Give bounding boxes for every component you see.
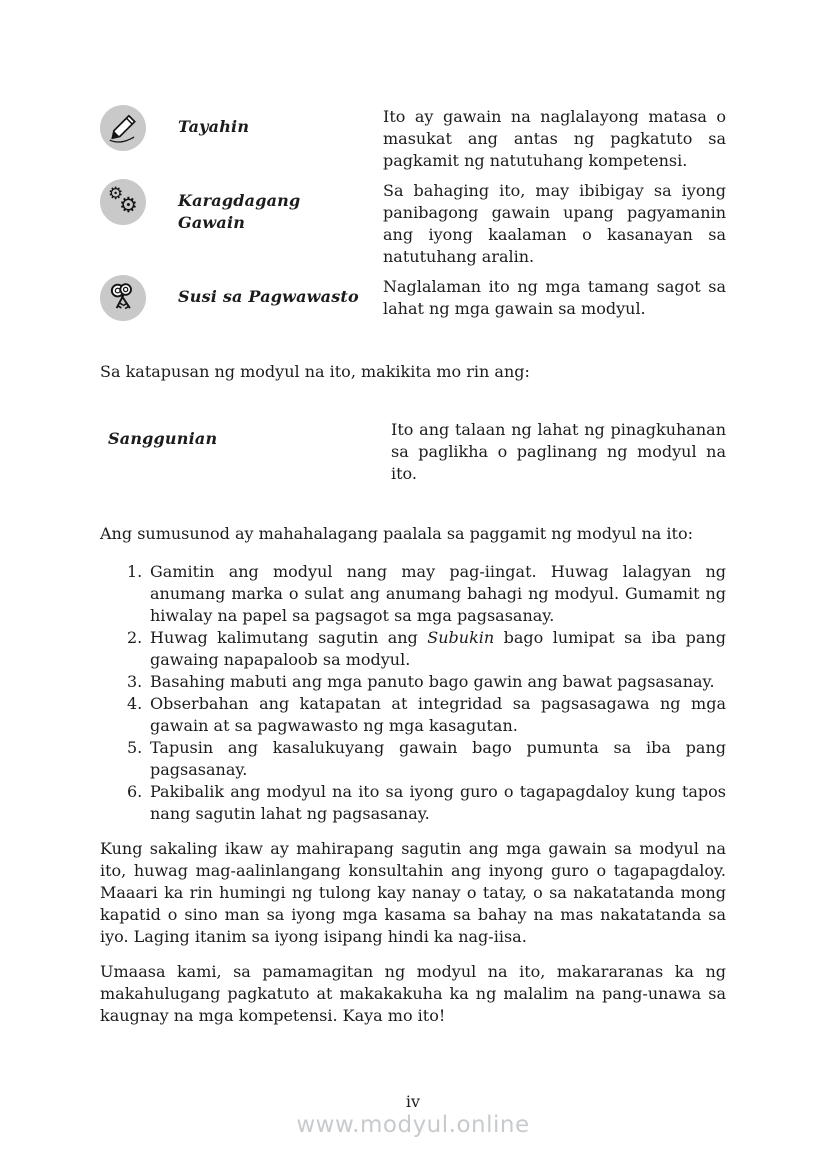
reminder-list [100, 561, 726, 825]
reminder-item-1 [127, 561, 726, 627]
reminder-text-italic: Subukin [427, 628, 495, 647]
legend-desc-tayahin: Ito ay gawain na naglalayong matasa o masukat ang antas ng pagkatuto sa pagkamit ng natutuhang kompetensi. [383, 107, 726, 170]
reminder-heading: Ang sumusunod ay mahahalagang paalala sa paggamit ng modyul na ito: [100, 524, 693, 543]
icon-cell [100, 179, 178, 225]
reminder-text-pre: Huwag kalimutang sagutin ang [150, 628, 428, 647]
legend-label-tayahin [178, 105, 383, 138]
reminder-number: 1. [127, 562, 143, 581]
legend-desc-karagdagang-gawain: Sa bahaging ito, may ibibigay sa iyong panibagong gawain upang pagyamanin ang iyong kaalaman o kasanayan sa natutuhang aralin. [383, 181, 726, 266]
legend-label-text: Karagdagang Gawain [178, 191, 301, 232]
gear-small-icon: ⚙ [108, 184, 124, 204]
reminder-text: Tapusin ang kasalukuyang gawain bago pumunta sa iba pang pagsasanay. [150, 738, 726, 779]
icon-cell [100, 275, 178, 321]
legend-label-text: Tayahin [178, 117, 250, 136]
reminder-item-4 [127, 693, 726, 737]
reminder-text-post: bago lumipat sa iba pang gawaing napapaloob sa modyul. [150, 628, 727, 669]
reminder-item-2 [127, 627, 726, 671]
reminder-text: Obserbahan ang katapatan at integridad sa pagsasagawa ng mga gawain at sa pagwawasto ng mga kasagutan. [150, 694, 726, 735]
closing-paragraph-2: Umaasa kami, sa pamamagitan ng modyul na ito, makararanas ka ng makahulugang pagkatuto at makakakuha ka ng malalim na pang-unawa sa kaugnay na mga kompetensi. Kaya mo ito! [100, 962, 726, 1025]
sanggunian-row [100, 419, 726, 485]
legend-row-susi-sa-pagwawasto [100, 275, 726, 321]
reminder-item-5 [127, 737, 726, 781]
icon-cell [100, 105, 178, 151]
reminder-text: Gamitin ang modyul nang may pag-iingat. Huwag lalagyan ng anumang marka o sulat ang anumang bahagi ng modyul. Gumamit ng hiwalay na papel sa pagsagot sa mga pagsasanay. [150, 562, 726, 625]
reminder-number: 4. [127, 694, 143, 713]
keys-icon-svg [106, 281, 140, 315]
gears-icon [100, 179, 146, 225]
reminder-number: 6. [127, 782, 143, 801]
pencil-icon [100, 105, 146, 151]
intro-line: Sa katapusan ng modyul na ito, makikita mo rin ang: [100, 362, 530, 381]
legend-desc-susi-sa-pagwawasto: Naglalaman ito ng mga tamang sagot sa lahat ng mga gawain sa modyul. [383, 277, 726, 318]
gear-large-icon: ⚙ [119, 193, 138, 217]
pencil-icon-svg [106, 111, 140, 145]
reminder-text: Pakibalik ang modyul na ito sa iyong guro o tagapagdaloy kung tapos nang sagutin lahat ng pagsasanay. [150, 782, 726, 823]
reminder-item-6 [127, 781, 726, 825]
legend-row-karagdagang-gawain [100, 179, 726, 268]
reminder-text: Basahing mabuti ang mga panuto bago gawin ang bawat pagsasanay. [150, 672, 715, 691]
reminder-number: 2. [127, 628, 143, 647]
closing-paragraph-1: Kung sakaling ikaw ay mahirapang sagutin ang mga gawain sa modyul na ito, huwag mag-aalinlangang konsultahin ang inyong guro o tagapagdaloy. Maaari ka rin humingi ng tulong kay nanay o tatay, o sa nakatatanda mong kapatid o sino man sa iyong mga kasama sa bahay na mas nakatatanda sa iyo. Laging itanim sa iyong isipang hindi ka nag-iisa. [100, 839, 726, 946]
page-number: iv [405, 1092, 421, 1111]
reminder-number: 5. [127, 738, 143, 757]
sanggunian-description: Ito ang talaan ng lahat ng pinagkuhanan sa paglikha o paglinang ng modyul na ito. [391, 420, 726, 483]
legend-label-karagdagang-gawain [178, 179, 383, 234]
reminder-item-3 [127, 671, 726, 693]
legend-label-text: Susi sa Pagwawasto [178, 287, 359, 306]
sanggunian-label: Sanggunian [108, 429, 218, 448]
legend-row-tayahin [100, 105, 726, 172]
legend-label-susi-sa-pagwawasto [178, 275, 383, 308]
watermark-url: www.modyul.online [296, 1112, 530, 1138]
reminder-text [150, 627, 726, 671]
keys-icon [100, 275, 146, 321]
reminder-number: 3. [127, 672, 143, 691]
